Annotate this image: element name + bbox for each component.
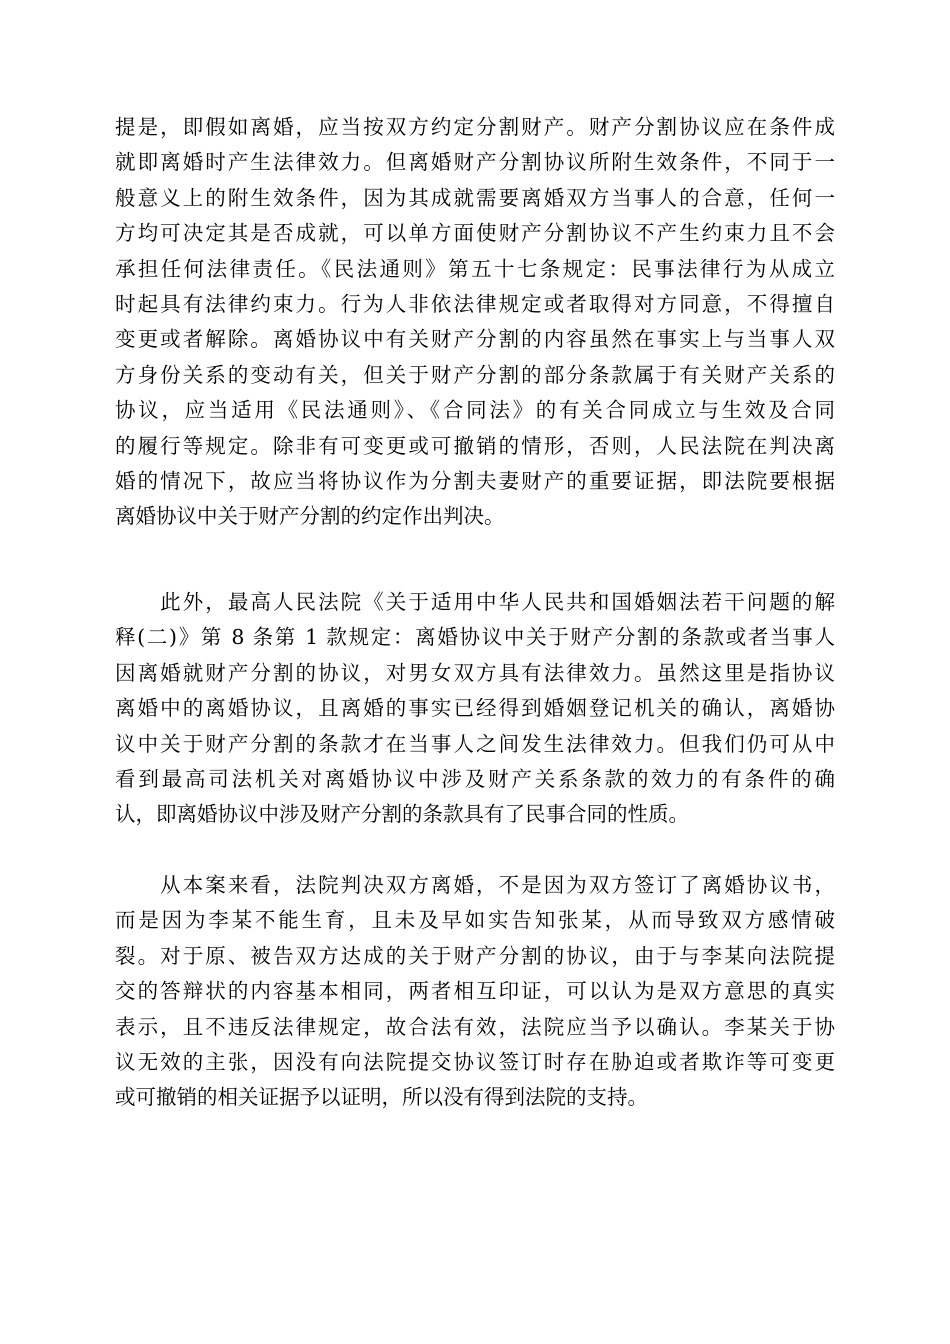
text-line: 交的答辩状的内容基本相同，两者相互印证，可以认为是双方意思的真实	[115, 979, 835, 1004]
text-line: 认，即离婚协议中涉及财产分割的条款具有了民事合同的性质。	[115, 802, 689, 827]
text-line: 就即离婚时产生法律效力。但离婚财产分割协议所附生效条件，不同于一	[115, 150, 835, 175]
text-line: 般意义上的附生效条件，因为其成就需要离婚双方当事人的合意，任何一	[115, 185, 835, 210]
text-line: 婚的情况下，故应当将协议作为分割夫妻财产的重要证据，即法院要根据	[115, 468, 835, 493]
text-line: 承担任何法律责任。《民法通则》第五十七条规定：民事法律行为从成立	[115, 256, 835, 281]
text-line: 时起具有法律约束力。行为人非依法律规定或者取得对方同意，不得擅自	[115, 291, 835, 316]
text-line: 变更或者解除。离婚协议中有关财产分割的内容虽然在事实上与当事人双	[115, 327, 835, 352]
text-line: 议无效的主张，因没有向法院提交协议签订时存在胁迫或者欺诈等可变更	[115, 1049, 835, 1074]
text-line: 离婚中的离婚协议，且离婚的事实已经得到婚姻登记机关的确认，离婚协	[115, 696, 835, 721]
text-line: 方身份关系的变动有关，但关于财产分割的部分条款属于有关财产关系的	[115, 362, 835, 387]
text-line: 方均可决定其是否成就，可以单方面使财产分割协议不产生约束力且不会	[115, 221, 835, 246]
text-line: 或可撤销的相关证据予以证明，所以没有得到法院的支持。	[115, 1085, 648, 1110]
text-line: 释(二)》第 8 条第 1 款规定：离婚协议中关于财产分割的条款或者当事人	[115, 625, 835, 650]
paragraph-1	[115, 110, 835, 535]
text-line: 而是因为李某不能生育，且未及早如实告知张某，从而导致双方感情破	[115, 908, 835, 933]
text-line: 看到最高司法机关对离婚协议中涉及财产关系条款的效力的有条件的确	[115, 766, 835, 791]
text-line: 的履行等规定。除非有可变更或可撤销的情形，否则，人民法院在判决离	[115, 433, 835, 458]
text-line: 因离婚就财产分割的协议，对男女双方具有法律效力。虽然这里是指协议	[115, 660, 835, 685]
text-line: 此外，最高人民法院《关于适用中华人民共和国婚姻法若干问题的解	[115, 590, 835, 614]
paragraph-2	[115, 585, 835, 833]
text-line: 裂。对于原、被告双方达成的关于财产分割的协议，由于与李某向法院提	[115, 943, 835, 968]
text-line: 协议，应当适用《民法通则》、《合同法》的有关合同成立与生效及合同	[115, 398, 835, 423]
text-line: 离婚协议中关于财产分割的约定作出判决。	[115, 504, 505, 529]
text-line: 议中关于财产分割的条款才在当事人之间发生法律效力。但我们仍可从中	[115, 731, 835, 756]
paragraph-3	[115, 868, 835, 1116]
text-line: 表示，且不违反法律规定，故合法有效，法院应当予以确认。李某关于协	[115, 1014, 835, 1039]
text-line: 从本案来看，法院判决双方离婚，不是因为双方签订了离婚协议书，	[115, 873, 835, 897]
text-line: 提是，即假如离婚，应当按双方约定分割财产。财产分割协议应在条件成	[115, 115, 835, 139]
